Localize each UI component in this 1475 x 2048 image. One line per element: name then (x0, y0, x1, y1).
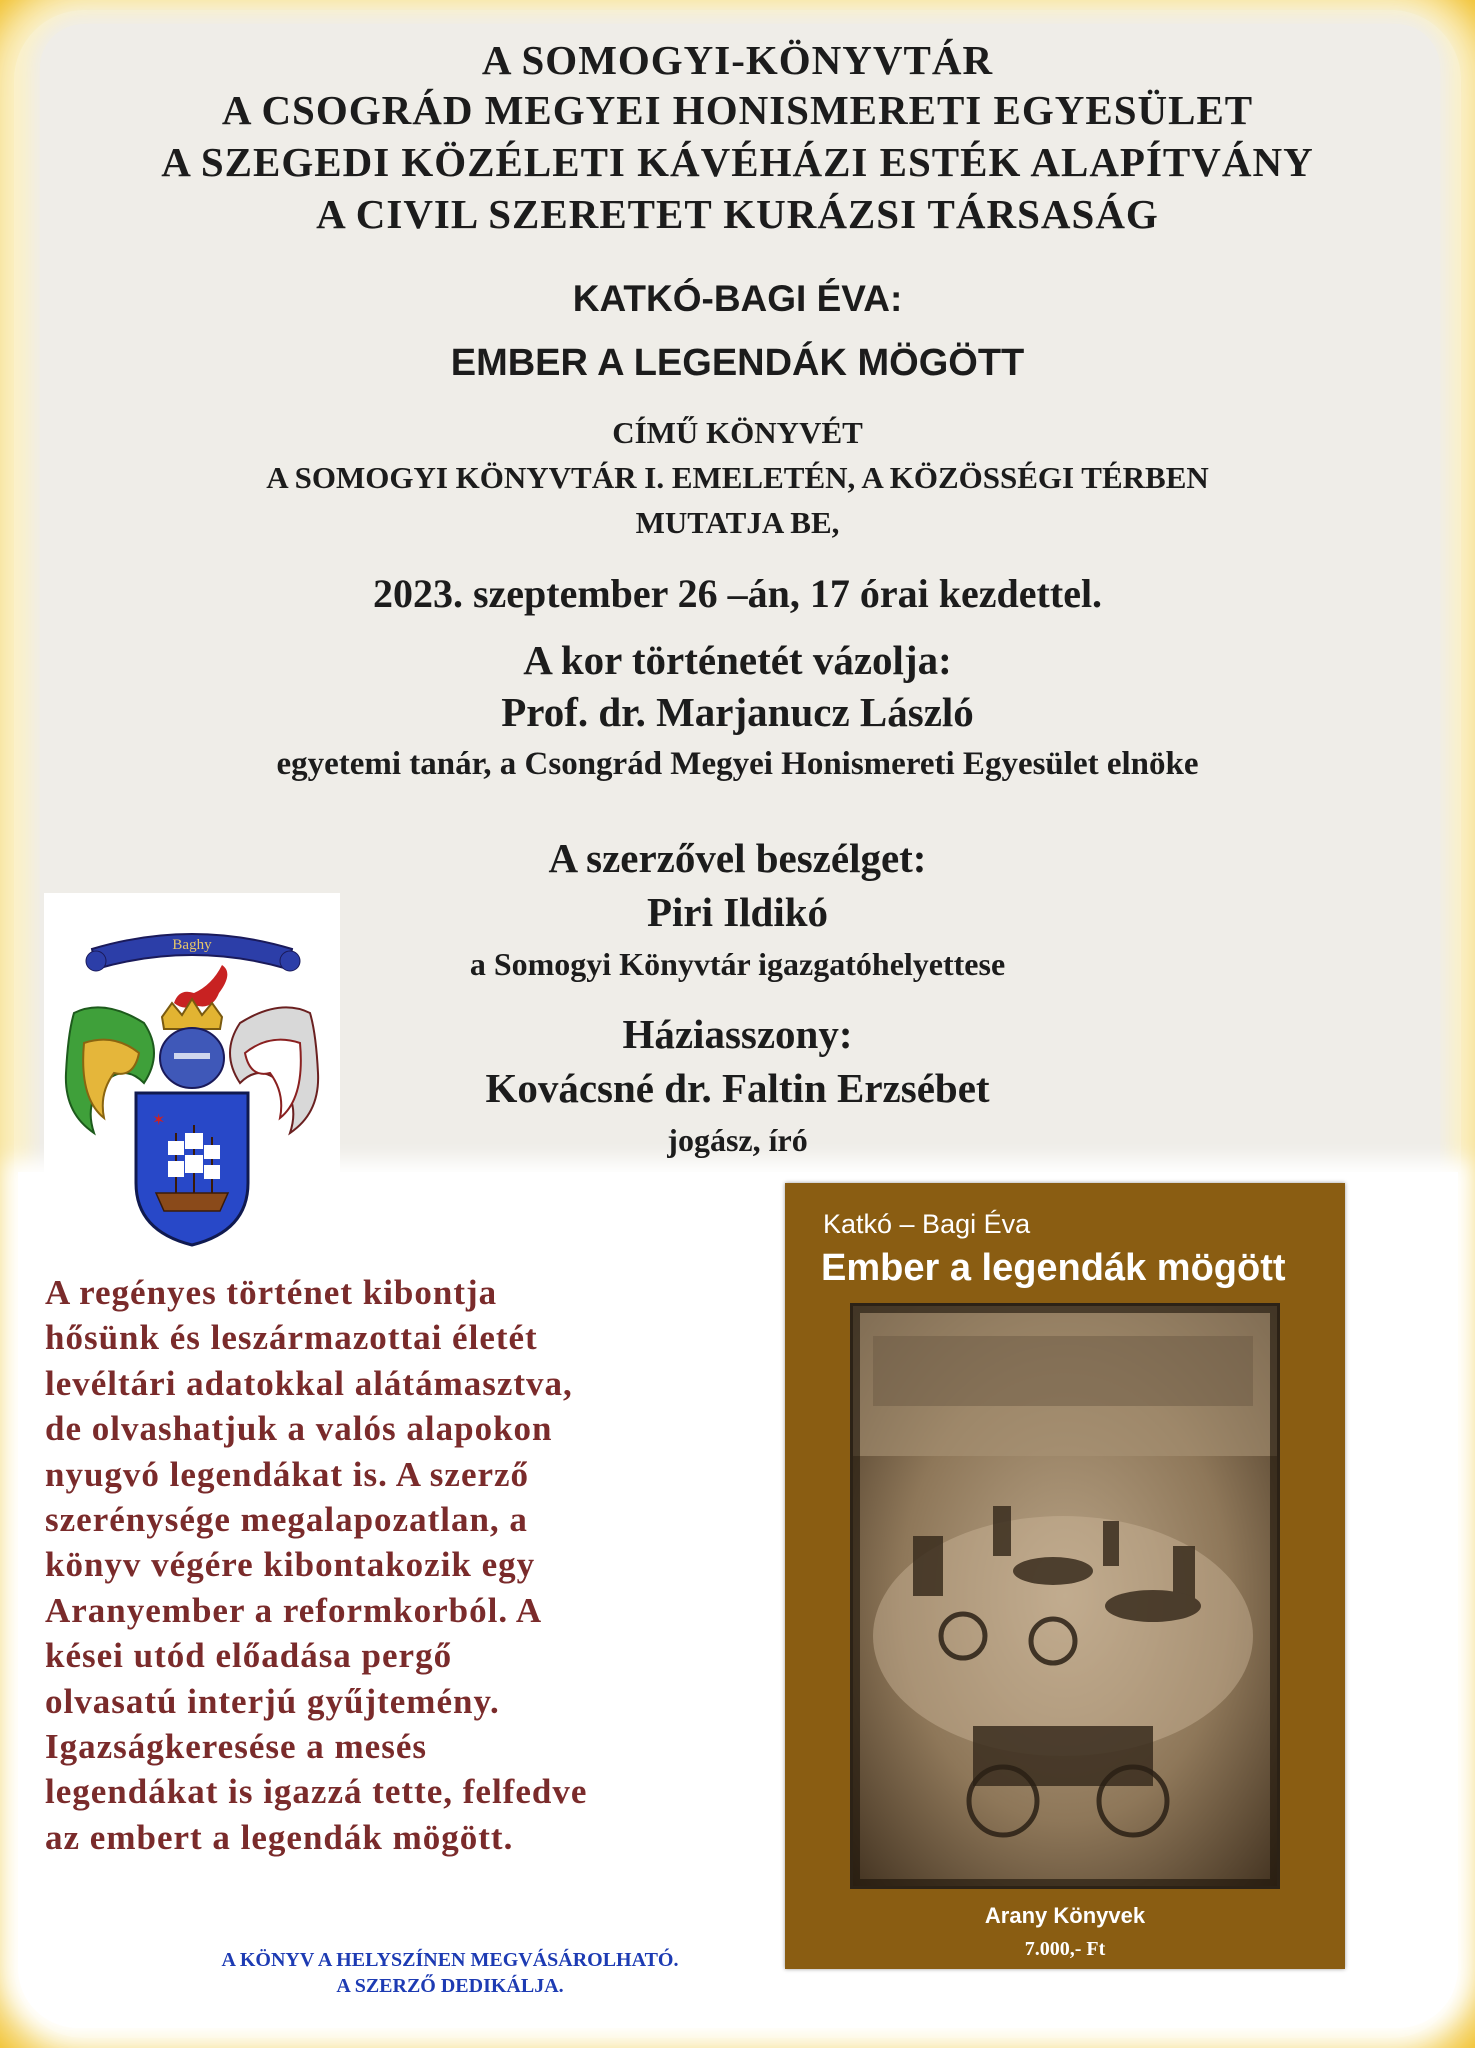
blurb-line: szerénysége megalapozatlan, a (45, 1500, 528, 1540)
blurb-line: Igazságkeresése a mesés (45, 1727, 427, 1767)
purchase-notice (130, 1947, 770, 1999)
interviewer-title: a Somogyi Könyvtár igazgatóhelyettese (469, 946, 1006, 982)
blurb-line: A regényes történet kibontja (45, 1273, 498, 1312)
svg-text:✶: ✶ (152, 1110, 166, 1129)
host-title: jogász, író (667, 1122, 808, 1158)
blurb-line: könyv végére kibontakozik egy (45, 1545, 536, 1585)
organizer-line: A CIVIL SZERETET KURÁZSI TÁRSASÁG (316, 191, 1159, 237)
host-name: Kovácsné dr. Faltin Erzsébet (485, 1065, 990, 1111)
blurb-line: levéltári adatokkal alátámasztva, (45, 1363, 573, 1403)
book-cover-title: Ember a legendák mögött (821, 1247, 1286, 1289)
intro-line: CÍMŰ KÖNYVÉT (612, 415, 863, 450)
blurb-line: hősünk és leszármazottai életét (45, 1318, 538, 1358)
historian-title: egyetemi tanár, a Csongrád Megyei Honismereti Egyesület elnöke (276, 746, 1199, 782)
organizer-line: A SOMOGYI-KÖNYVTÁR (481, 37, 994, 83)
notice-line: A SZERZŐ DEDIKÁLJA. (336, 1975, 564, 1997)
event-date: 2023. szeptember 26 –án, 17 órai kezdettel. (372, 571, 1103, 616)
blurb-line: Aranyember a reformkorból. A (45, 1590, 543, 1630)
author-heading: KATKÓ-BAGI ÉVA: (572, 278, 903, 319)
coat-banner-text: Baghy (172, 937, 212, 953)
historian-name: Prof. dr. Marjanucz László (501, 689, 974, 735)
blurb-line: de olvashatjuk a valós alapokon (45, 1409, 553, 1449)
interviewer-name: Piri Ildikó (646, 889, 829, 935)
host-role: Háziasszony: (622, 1011, 853, 1057)
organizer-line: A CSOGRÁD MEGYEI HONISMERETI EGYESÜLET (221, 87, 1254, 133)
interviewer-role: A szerzővel beszélget: (548, 835, 927, 881)
book-cover-author: Katkó – Bagi Éva (823, 1209, 1031, 1239)
book-cover-publisher: Arany Könyvek (984, 1903, 1146, 1928)
blurb-line: kései utód előadása pergő (45, 1636, 453, 1676)
book-blurb (45, 1270, 665, 1860)
book-cover-photo (850, 1303, 1280, 1889)
historian-role: A kor történetét vázolja: (523, 637, 952, 683)
blurb-line: az embert a legendák mögött. (45, 1817, 514, 1857)
blurb-line: legendákat is igazzá tette, felfedve (45, 1772, 588, 1812)
book-cover (785, 1183, 1345, 1969)
intro-line: MUTATJA BE, (635, 505, 840, 540)
notice-line: A KÖNYV A HELYSZÍNEN MEGVÁSÁROLHATÓ. (221, 1949, 679, 1971)
organizer-line: A SZEGEDI KÖZÉLETI KÁVÉHÁZI ESTÉK ALAPÍTVÁNY (161, 139, 1314, 185)
book-heading: EMBER A LEGENDÁK MÖGÖTT (450, 342, 1025, 384)
blurb-line: olvasatú interjú gyűjtemény. (45, 1681, 500, 1721)
intro-line: A SOMOGYI KÖNYVTÁR I. EMELETÉN, A KÖZÖSSÉGI TÉRBEN (266, 460, 1209, 495)
book-cover-price: 7.000,- Ft (1024, 1938, 1106, 1960)
coat-of-arms-ship-icon (44, 893, 340, 1255)
blurb-line: nyugvó legendákat is. A szerző (45, 1454, 530, 1494)
